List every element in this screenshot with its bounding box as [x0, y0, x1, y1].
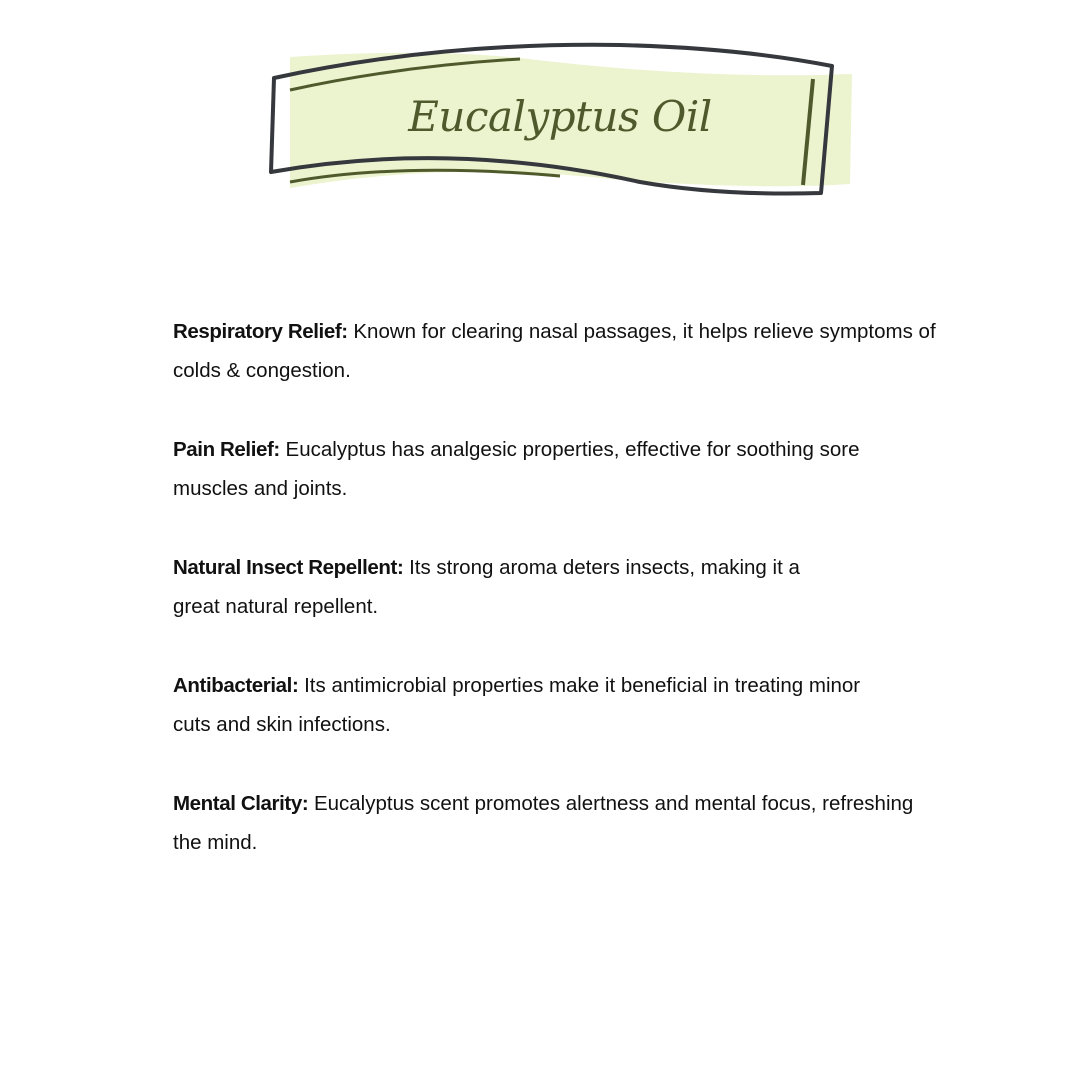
benefit-antibacterial — [173, 666, 1053, 744]
benefit-text-continued: muscles and joints. — [173, 477, 348, 500]
benefit-label: Pain Relief: — [173, 438, 280, 461]
benefit-text-continued: great natural repellent. — [173, 595, 379, 618]
benefit-text: Known for clearing nasal passages, it helps relieve symptoms of — [347, 320, 936, 343]
benefit-text: Eucalyptus scent promotes alertness and mental focus, refreshing — [308, 792, 914, 815]
page-title: Eucalyptus Oil — [408, 92, 712, 141]
benefit-label: Mental Clarity: — [173, 792, 309, 815]
benefit-text-continued: the mind. — [173, 831, 258, 854]
benefit-insect-repellent — [173, 548, 1053, 626]
benefit-mental-clarity — [173, 784, 1053, 862]
benefit-text: Eucalyptus has analgesic properties, effective for soothing sore — [279, 438, 860, 461]
benefit-label: Respiratory Relief: — [173, 320, 348, 343]
benefit-label: Natural Insect Repellent: — [173, 556, 404, 579]
benefit-label: Antibacterial: — [173, 674, 299, 697]
benefit-pain-relief — [173, 430, 1053, 508]
benefit-text: Its strong aroma deters insects, making it a — [403, 556, 800, 579]
benefit-text-continued: colds & congestion. — [173, 359, 351, 382]
benefit-text: Its antimicrobial properties make it beneficial in treating minor — [298, 674, 861, 697]
benefits-list — [173, 312, 1053, 902]
benefit-text-continued: cuts and skin infections. — [173, 713, 391, 736]
benefit-respiratory-relief — [173, 312, 1053, 390]
